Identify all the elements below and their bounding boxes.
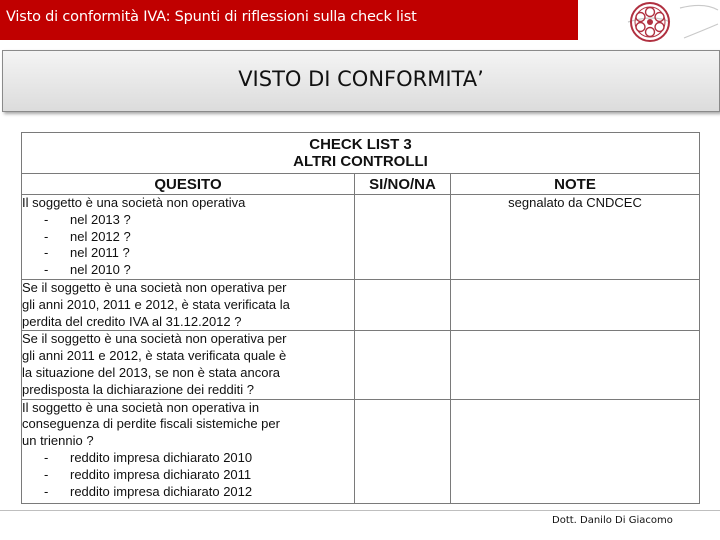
table-title-row <box>22 133 700 174</box>
question-cell <box>22 399 355 503</box>
question-line: gli anni 2011 e 2012, è stata verificata quale è <box>22 348 287 364</box>
note-cell <box>451 331 700 399</box>
list-item: - nel 2010 ? <box>44 262 131 278</box>
section-heading-box <box>2 50 720 112</box>
answer-cell[interactable] <box>355 279 451 330</box>
table-title-line-2: ALTRI CONTROLLI <box>293 153 428 170</box>
question-cell <box>22 195 355 280</box>
question-line: Se il soggetto è una società non operativa per <box>22 279 287 295</box>
answer-cell[interactable] <box>355 195 451 280</box>
list-item: - nel 2011 ? <box>44 245 130 261</box>
question-text: Il soggetto è una società non operativa <box>22 195 246 210</box>
list-item: - nel 2013 ? <box>44 211 131 227</box>
column-header-quesito: QUESITO <box>22 174 355 195</box>
question-line: perdita del credito IVA al 31.12.2012 ? <box>22 313 242 329</box>
list-item: - reddito impresa dichiarato 2012 <box>44 483 253 499</box>
list-item: - nel 2012 ? <box>44 228 131 244</box>
footer-rule <box>0 510 720 511</box>
list-item: - reddito impresa dichiarato 2010 <box>44 449 253 465</box>
question-cell <box>22 279 355 330</box>
answer-cell[interactable] <box>355 399 451 503</box>
check-list-table <box>21 132 700 504</box>
question-line: la situazione del 2013, se non è stata ancora <box>22 364 281 380</box>
question-line: Se il soggetto è una società non operativa per <box>22 331 287 347</box>
note-cell: segnalato da CNDCEC <box>451 195 700 280</box>
table-row <box>22 399 700 503</box>
question-line: predisposta la dichiarazione dei redditi ? <box>22 381 254 397</box>
flower-emblem-logo <box>624 0 720 46</box>
answer-cell[interactable] <box>355 331 451 399</box>
question-line: Il soggetto è una società non operativa in <box>22 399 260 415</box>
question-cell <box>22 331 355 399</box>
list-item: - reddito impresa dichiarato 2011 <box>44 466 252 482</box>
table-row <box>22 279 700 330</box>
table-title <box>22 133 700 174</box>
footer-author: Dott. Danilo Di Giacomo <box>552 515 673 526</box>
table-header-row <box>22 174 700 195</box>
question-line: gli anni 2010, 2011 e 2012, è stata verificata la <box>22 296 290 312</box>
table-row <box>22 195 700 280</box>
question-line: conseguenza di perdite fiscali sistemiche per <box>22 416 280 432</box>
column-header-si-no-na: SI/NO/NA <box>355 174 451 195</box>
table-title-line-1: CHECK LIST 3 <box>309 136 412 153</box>
column-header-note: NOTE <box>451 174 700 195</box>
note-cell <box>451 399 700 503</box>
section-heading: VISTO DI CONFORMITA’ <box>238 67 484 91</box>
header-rule <box>0 38 578 40</box>
note-cell <box>451 279 700 330</box>
question-line: un triennio ? <box>22 433 94 449</box>
table-row <box>22 331 700 399</box>
slide-title: Visto di conformità IVA: Spunti di riflessioni sulla check list <box>6 9 417 25</box>
